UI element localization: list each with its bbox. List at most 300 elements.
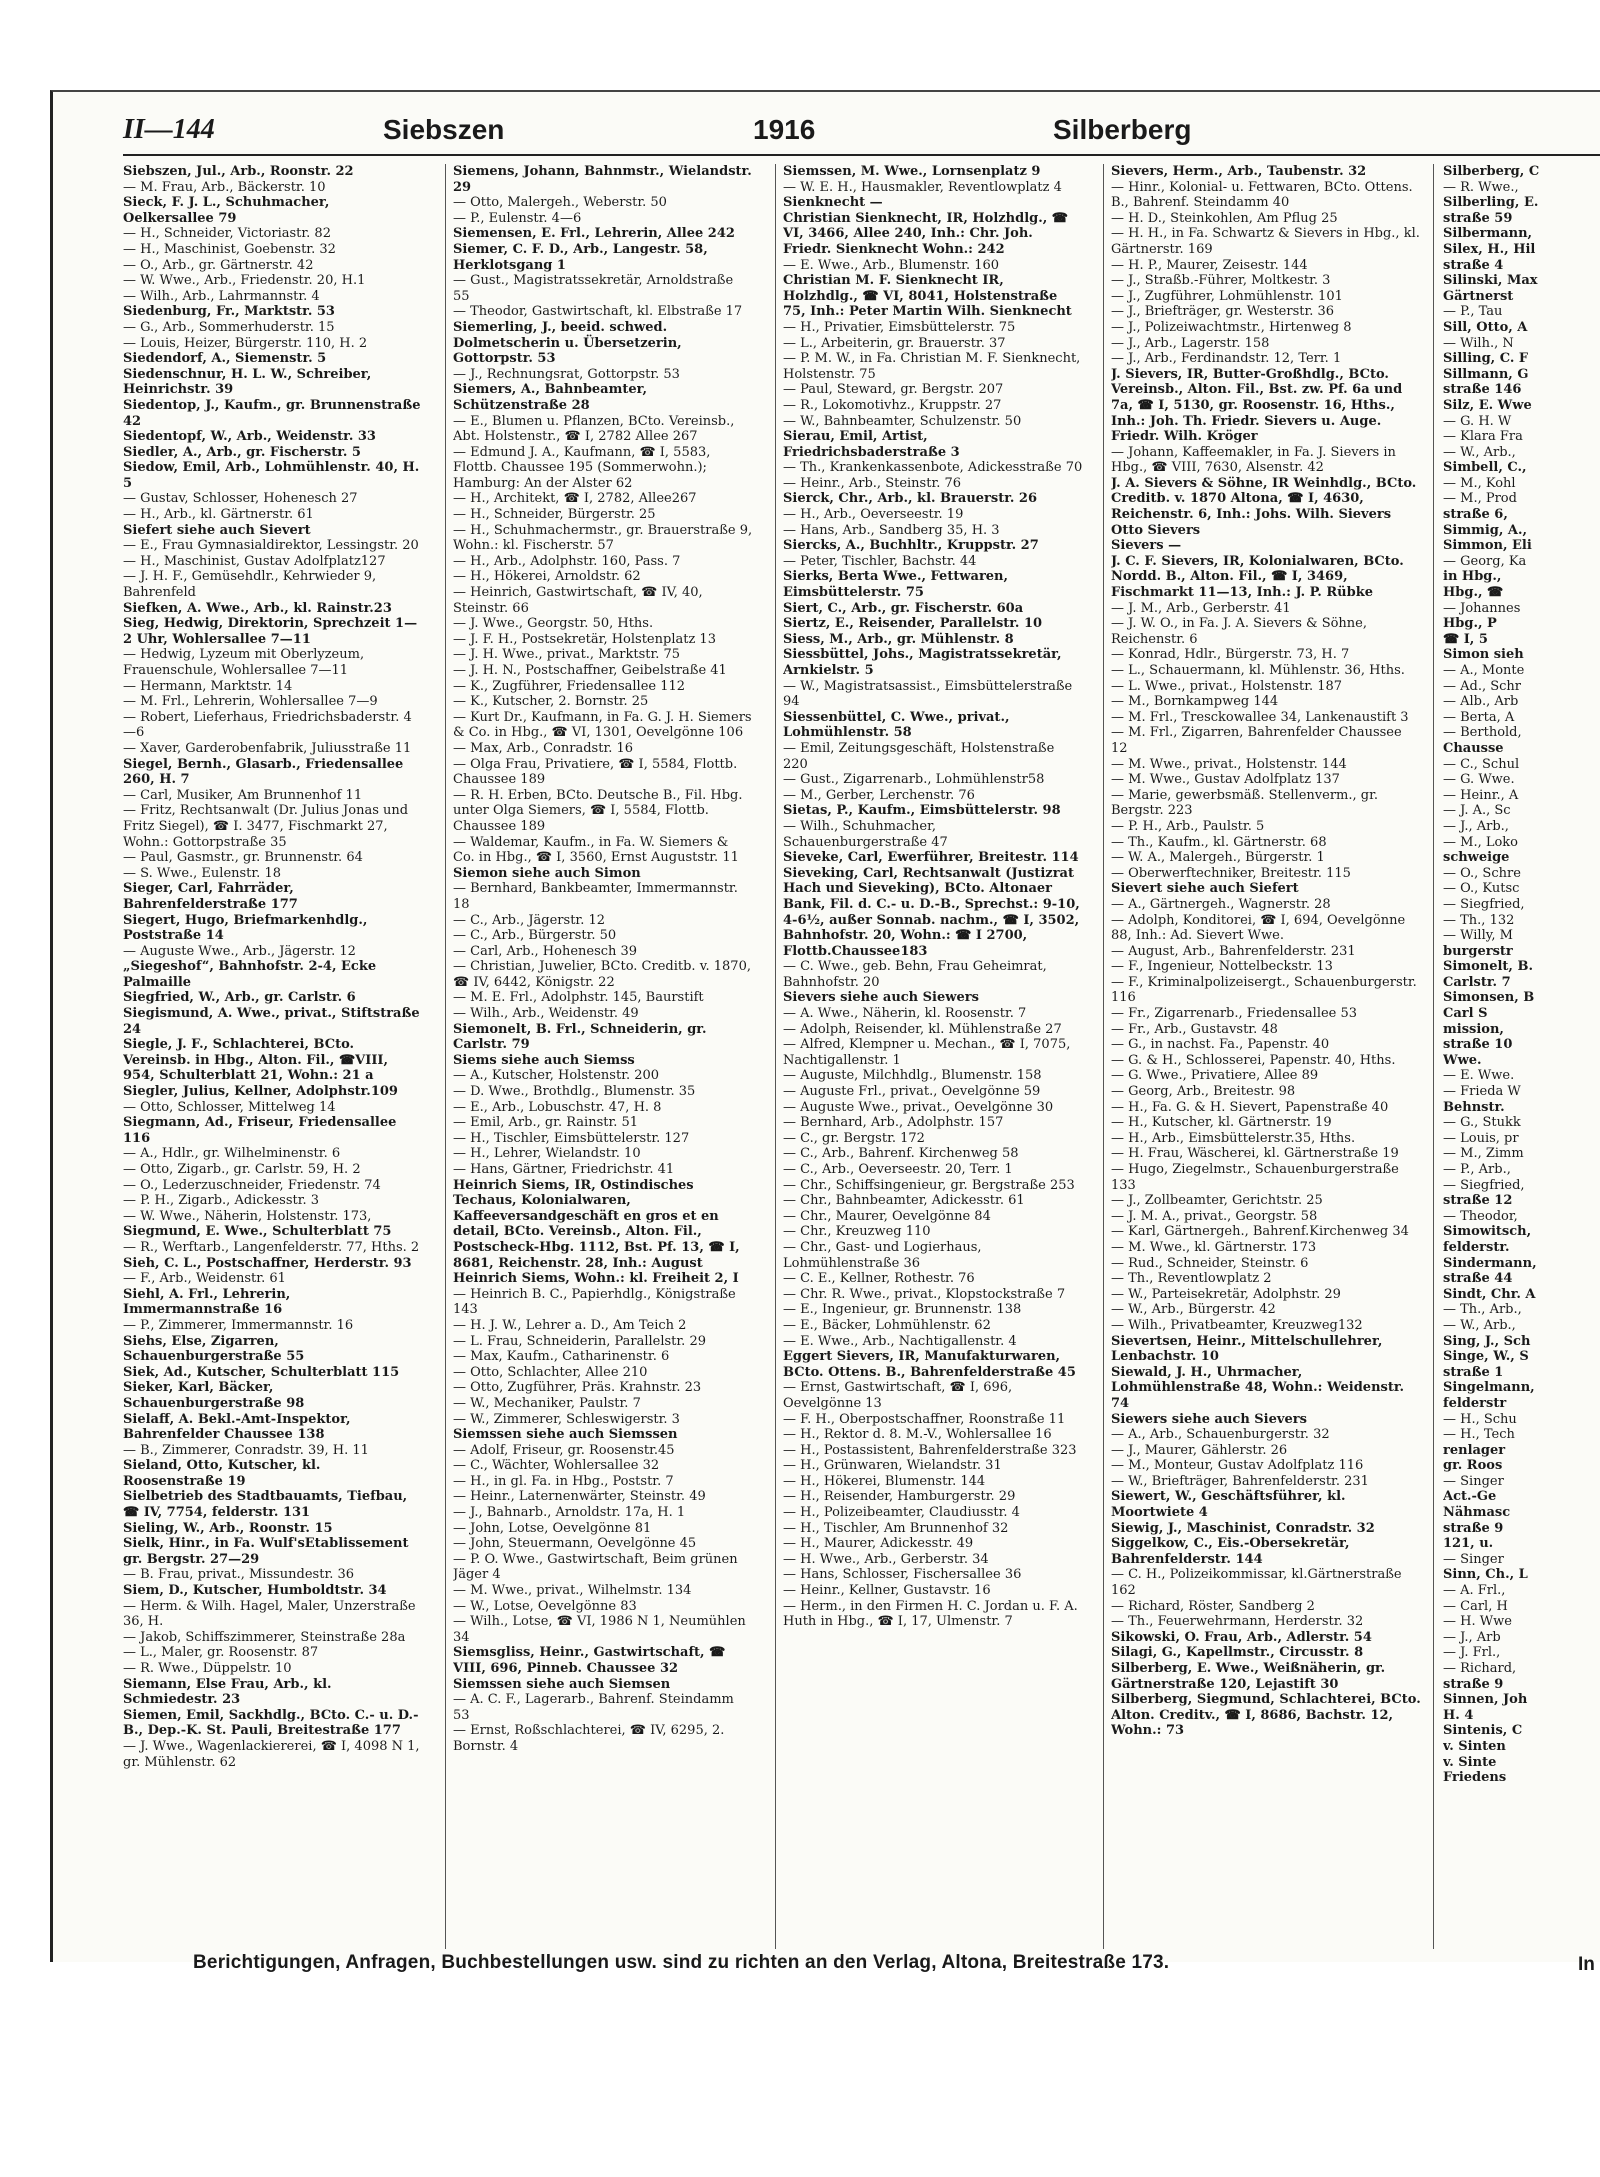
directory-entry: Siedentop, J., Kaufm., gr. Brunnenstraße 42 (123, 397, 421, 429)
directory-entry: Silagi, G., Kapellmstr., Circusstr. 8 (1111, 1645, 1364, 1661)
directory-entry: Siek, Ad., Kutscher, Schulterblatt 115 (123, 1364, 400, 1380)
directory-entry: — Christian, Juwelier, BCto. Creditb. v. 1870, ☎ IV, 6442, Königstr. 22 (453, 959, 751, 990)
directory-entry: Christian M. F. Sienknecht IR, Holzhdlg., ☎ VI, 8041, Holstenstraße 75, Inh.: Peter Martin Wilh. Sienknecht (783, 273, 1072, 320)
directory-entry: — Theodor, (1443, 1208, 1518, 1224)
directory-entry: Carl S (1443, 1006, 1488, 1022)
directory-entry: — Carl, Arb., Hohenesch 39 (453, 943, 638, 959)
directory-entry: — Berta, A (1443, 709, 1515, 725)
directory-entry: „Siegeshof“, Bahnhofstr. 2-4, Ecke Palmaille (123, 959, 377, 990)
header-last-entry: Silberberg (1053, 114, 1192, 145)
directory-entry: Sieland, Otto, Kutscher, kl. Roosenstraße 19 (123, 1458, 321, 1489)
directory-entry: — D. Wwe., Brothdlg., Blumenstr. 35 (453, 1084, 696, 1100)
directory-entry: felderstr (1443, 1395, 1507, 1411)
directory-column-3 (783, 164, 1083, 1949)
directory-entry: — Fritz, Rechtsanwalt (Dr. Julius Jonas und Fritz Siegel), ☎ I. 3477, Fischmarkt 27, Wohn.: Gottorpstraße 35 (123, 803, 409, 850)
directory-entry: — Th., Krankenkassenbote, Adickesstraße 70 (783, 460, 1083, 476)
directory-entry: — Hedwig, Lyzeum mit Oberlyzeum, Frauenschule, Wohlersallee 7—11 (123, 647, 365, 678)
directory-entry: — P. M. W., in Fa. Christian M. F. Sienknecht, Holstenstr. 75 (783, 351, 1081, 382)
directory-entry: Sievers siehe auch Siewers (783, 990, 979, 1006)
directory-entry: — Bernhard, Arb., Adolphstr. 157 (783, 1115, 1004, 1131)
directory-entry: — H., in gl. Fa. in Hbg., Poststr. 7 (453, 1473, 674, 1489)
directory-entry: — J., Zollbeamter, Gerichtstr. 25 (1111, 1193, 1323, 1209)
directory-entry: — O., Kutsc (1443, 881, 1520, 897)
directory-entry: Silinski, Max (1443, 273, 1538, 289)
directory-entry: — Carl, Musiker, Am Brunnenhof 11 (123, 787, 363, 803)
directory-entry: — R. H. Erben, BCto. Deutsche B., Fil. Hbg. unter Olga Siemers, ☎ I, 5584, Flottb. Chaussee 189 (453, 787, 743, 834)
directory-entry: — H. D., Steinkohlen, Am Pflug 25 (1111, 210, 1338, 226)
directory-entry: — Robert, Lieferhaus, Friedrichsbaderstr. 4—6 (123, 709, 412, 741)
directory-entry: — Willy, M (1443, 928, 1513, 944)
directory-entry: — Chr., Schiffsingenieur, gr. Bergstraße 253 (783, 1177, 1075, 1193)
directory-entry: burgerstr (1443, 943, 1513, 959)
directory-entry: — G. Wwe., Privatiere, Allee 89 (1111, 1068, 1319, 1084)
directory-entry: Sindermann, (1443, 1255, 1537, 1271)
directory-entry: Singe, W., S (1443, 1349, 1529, 1365)
directory-entry: — H., Arb., kl. Gärtnerstr. 61 (123, 507, 314, 523)
directory-entry: — J. H. Wwe., privat., Marktstr. 75 (453, 647, 681, 663)
directory-entry: — J. F. H., Postsekretär, Holstenplatz 13 (453, 631, 716, 647)
directory-entry: — F., Ingenieur, Nottelbeckstr. 13 (1111, 959, 1333, 975)
directory-entry: Sielaff, A. Bekl.-Amt-Inspektor, Bahrenfelder Chaussee 138 (123, 1411, 351, 1443)
directory-entry: — W. Wwe., Arb., Friedenstr. 20, H.1 (123, 273, 366, 289)
directory-entry: Simonsen, B (1443, 990, 1535, 1006)
directory-entry: — L., Maler, gr. Roosenstr. 87 (123, 1645, 319, 1661)
directory-entry: Siessenbüttel, C. Wwe., privat., Lohmühlenstr. 58 (783, 709, 1010, 741)
directory-entry: — H., Postassistent, Bahrenfelderstraße 323 (783, 1442, 1077, 1458)
directory-entry: — G., in nachst. Fa., Papenstr. 40 (1111, 1037, 1330, 1053)
directory-entry: — Auguste Wwe., Arb., Jägerstr. 12 (123, 943, 356, 959)
directory-entry: — M., Prod (1443, 491, 1517, 507)
header-rule (123, 154, 1600, 156)
directory-entry: Silberberg, Siegmund, Schlachterei, BCto. Alton. Creditv., ☎ I, 8686, Bachstr. 12, Wohn.: 73 (1111, 1692, 1421, 1739)
directory-entry: Hbg., P (1443, 616, 1497, 632)
directory-entry: — A. Wwe., Näherin, kl. Roosenstr. 7 (783, 1006, 1027, 1022)
directory-entry: — J., Arb., Ferdinandstr. 12, Terr. 1 (1111, 351, 1342, 367)
directory-entry: — Hans, Gärtner, Friedrichstr. 41 (453, 1162, 675, 1177)
directory-entry: Silling, C. F (1443, 351, 1529, 367)
directory-entry: Sieveke, Carl, Ewerführer, Breitestr. 114 (783, 850, 1079, 866)
directory-entry: — O., Arb., gr. Gärtnerstr. 42 (123, 257, 314, 273)
directory-entry: Sieker, Karl, Bäcker, Schauenburgerstraße 98 (123, 1380, 305, 1411)
directory-entry: — H. J. W., Lehrer a. D., Am Teich 2 (453, 1317, 687, 1333)
directory-entry: — Konrad, Hdlr., Bürgerstr. 73, H. 7 (1111, 647, 1350, 663)
directory-entry: Act.-Ge (1443, 1489, 1497, 1505)
directory-entry: Sieling, W., Arb., Roonstr. 15 (123, 1520, 333, 1536)
directory-entry: — L., Schauermann, kl. Mühlenstr. 36, Hths. (1111, 663, 1405, 678)
directory-entry: — Rud., Schneider, Steinstr. 6 (1111, 1255, 1309, 1271)
directory-entry: — H., Arb., Eimsbüttelerstr.35, Hths. (1111, 1130, 1356, 1146)
directory-entry: — J., Zugführer, Lohmühlenstr. 101 (1111, 288, 1343, 304)
directory-entry: Simmig, A., (1443, 522, 1528, 538)
directory-entry: Siems siehe auch Siemss (453, 1052, 635, 1068)
directory-entry: — Ernst, Roßschlachterei, ☎ IV, 6295, 2. Bornstr. 4 (453, 1723, 725, 1754)
directory-entry: — Richard, Röster, Sandberg 2 (1111, 1598, 1315, 1614)
directory-entry: Eggert Sievers, IR, Manufakturwaren, BCto. Ottens. B., Bahrenfelderstraße 45 (783, 1349, 1076, 1380)
directory-entry: Siedler, A., Arb., gr. Fischerstr. 5 (123, 444, 361, 460)
directory-entry: — P., Tau (1443, 304, 1503, 320)
directory-entry: Siemens, Johann, Bahnmstr., Wielandstr. 29 (453, 164, 752, 195)
directory-entry: — Herm. & Wilh. Hagel, Maler, Unzerstraße 36, H. (123, 1598, 416, 1630)
directory-entry: — E., Frau Gymnasialdirektor, Lessingstr. 20 (123, 538, 419, 554)
directory-entry: — Singer (1443, 1551, 1504, 1567)
directory-entry: Siegert, Hugo, Briefmarkenhdlg., Poststraße 14 (123, 912, 368, 944)
directory-entry: — Johannes (1443, 600, 1521, 616)
directory-entry: Siert, C., Arb., gr. Fischerstr. 60a (783, 600, 1024, 616)
directory-entry: — Heinr., Arb., Steinstr. 76 (783, 475, 962, 491)
directory-entry: — Paul, Steward, gr. Bergstr. 207 (783, 382, 1004, 398)
directory-entry: Siedentopf, W., Arb., Weidenstr. 33 (123, 429, 376, 445)
directory-entry: Siemer, C. F. D., Arb., Langestr. 58, Herklotsgang 1 (453, 241, 708, 273)
directory-entry: — Gust., Zigarrenarb., Lohmühlenstr58 (783, 772, 1045, 788)
directory-entry: — John, Lotse, Oevelgönne 81 (453, 1520, 652, 1536)
directory-entry: — G. H. W (1443, 413, 1512, 429)
directory-entry: Silbermann, (1443, 226, 1533, 242)
directory-entry: — Adolph, Konditorei, ☎ I, 694, Oevelgönne 88, Inh.: Ad. Sievert Wwe. (1111, 912, 1406, 944)
directory-entry: Sill, Otto, A (1443, 319, 1528, 335)
directory-entry: — Xaver, Garderobenfabrik, Juliusstraße 11 (123, 740, 412, 756)
directory-entry: — H., Schu (1443, 1411, 1517, 1427)
directory-entry: — H., Maschinist, Goebenstr. 32 (123, 241, 336, 257)
directory-entry: Sievers — (1111, 538, 1182, 554)
directory-entry: — W. A., Malergeh., Bürgerstr. 1 (1111, 850, 1325, 866)
directory-entry: — J. W. O., in Fa. J. A. Sievers & Söhne, Reichenstr. 6 (1111, 616, 1368, 647)
directory-column-2 (453, 164, 753, 1949)
directory-entry: — F., Kriminalpolizeisergt., Schauenburgerstr. 116 (1111, 974, 1417, 1006)
directory-entry: — B. Frau, privat., Missundestr. 36 (123, 1567, 355, 1583)
directory-entry: — Berthold, (1443, 725, 1522, 741)
directory-entry: — H. H., in Fa. Schwartz & Sievers in Hbg., kl. Gärtnerstr. 169 (1111, 226, 1420, 257)
directory-entry: v. Sinte (1443, 1754, 1497, 1770)
directory-entry: Simonelt, B. (1443, 959, 1533, 975)
directory-entry: — W., Mechaniker, Paulstr. 7 (453, 1395, 641, 1411)
directory-entry: — M., Bornkampweg 144 (1111, 694, 1279, 710)
directory-entry: Sielbetrieb des Stadtbauamts, Tiefbau, ☎ IV, 7754, felderstr. 131 (123, 1489, 408, 1521)
directory-entry: — H., Tischler, Am Brunnenhof 32 (783, 1520, 1009, 1536)
directory-entry: — H. Wwe (1443, 1614, 1512, 1630)
directory-entry: — Heinr., Laternenwärter, Steinstr. 49 (453, 1489, 706, 1505)
directory-entry: — M., Zimm (1443, 1146, 1524, 1162)
directory-entry: — Wilh., Lotse, ☎ VI, 1986 N 1, Neumühlen 34 (453, 1614, 746, 1645)
directory-entry: Siess, M., Arb., gr. Mühlenstr. 8 (783, 631, 1014, 647)
directory-entry: — L. Frau, Schneiderin, Parallelstr. 29 (453, 1333, 706, 1349)
directory-entry: — C., Wächter, Wohlersallee 32 (453, 1458, 660, 1474)
directory-entry: Siedendorf, A., Siemenstr. 5 (123, 351, 327, 367)
directory-entry: — M., Loko (1443, 834, 1519, 850)
directory-entry: — Hermann, Marktstr. 14 (123, 678, 293, 694)
directory-entry: Siebszen, Jul., Arb., Roonstr. 22 (123, 164, 354, 179)
directory-entry: — Chr., Kreuzweg 110 (783, 1224, 931, 1240)
directory-entry: — Heinrich, Gastwirtschaft, ☎ IV, 40, Steinstr. 66 (453, 585, 703, 616)
directory-entry: — J., Bahnarb., Arnoldstr. 17a, H. 1 (453, 1505, 686, 1521)
directory-entry: Siewers siehe auch Sievers (1111, 1411, 1307, 1427)
directory-entry: — H. Frau, Wäscherei, kl. Gärtnerstraße 19 (1111, 1146, 1399, 1162)
directory-entry: — H., Arb., Oeverseestr. 19 (783, 507, 964, 523)
directory-entry: straße 146 (1443, 382, 1522, 398)
directory-entry: straße 44 (1443, 1271, 1513, 1287)
directory-entry: felderstr. (1443, 1239, 1510, 1255)
directory-entry: — J. A., Sc (1443, 803, 1511, 819)
directory-entry: Heinrich Siems, IR, Ostindisches Techaus, Kolonialwaren, Kaffeeversandgeschäft en gros et en detail, BCto. Vereinsb., Alton. Fil., Postscheck-Hbg. 1112, Bst. Pf. 13, ☎ I, 8681, Reichenstr. 28, Inh.: August Heinrich Siems, Wohn.: kl. Freiheit 2, I (453, 1177, 740, 1287)
directory-entry: Sing, J., Sch (1443, 1333, 1531, 1349)
directory-entry: Christian Sienknecht, IR, Holzhdlg., ☎ VI, 3466, Allee 240, Inh.: Chr. Joh. Friedr. Sienknecht Wohn.: 242 (783, 210, 1069, 257)
column-divider (445, 164, 446, 1949)
directory-entry: Sieck, F. J. L., Schuhmacher, Oelkersallee 79 (123, 195, 330, 226)
directory-entry: — H., Fa. G. & H. Sievert, Papenstraße 40 (1111, 1099, 1389, 1115)
directory-entry: Siemonelt, B. Frl., Schneiderin, gr. Carlstr. 79 (453, 1021, 707, 1053)
directory-entry: Sielk, Hinr., in Fa. Wulf'sEtablissement gr. Bergstr. 27—29 (123, 1536, 409, 1567)
directory-entry: — Wilh., Arb., Lahrmannstr. 4 (123, 288, 320, 304)
directory-entry: — J. Wwe., Georgstr. 50, Hths. (453, 616, 654, 632)
directory-entry: Siemssen siehe auch Siemsen (453, 1676, 671, 1692)
directory-entry: — W., Bahnbeamter, Schulzenstr. 50 (783, 413, 1022, 429)
directory-entry: — C., Arb., Bahrenf. Kirchenweg 58 (783, 1146, 1019, 1162)
directory-entry: straße 59 (1443, 210, 1513, 226)
directory-entry: Sievertsen, Heinr., Mittelschullehrer, Lenbachstr. 10 (1111, 1333, 1383, 1365)
directory-entry: — H., Architekt, ☎ I, 2782, Allee267 (453, 491, 697, 507)
directory-entry: straße 9 (1443, 1676, 1504, 1692)
directory-entry: — M. Frau, Arb., Bäckerstr. 10 (123, 179, 326, 195)
directory-entry: Sievert siehe auch Siefert (1111, 881, 1299, 897)
directory-entry: — C., Schul (1443, 756, 1520, 772)
directory-entry: — B., Zimmerer, Conradstr. 39, H. 11 (123, 1442, 369, 1458)
directory-entry: — Alb., Arb (1443, 694, 1519, 710)
directory-entry: — Otto, Zugführer, Präs. Krahnstr. 23 (453, 1380, 702, 1396)
directory-entry: — H., Maurer, Adickesstr. 49 (783, 1536, 974, 1552)
directory-entry: — R., Werftarb., Langenfelderstr. 77, Hths. 2 (123, 1239, 420, 1255)
column-divider (775, 164, 776, 1949)
directory-entry: Siemen, Emil, Sackhdlg., BCto. C.- u. D.-B., Dep.-K. St. Pauli, Breitestraße 177 (123, 1707, 419, 1739)
directory-entry: — Wilh., Schuhmacher, Schauenburgerstraße 47 (783, 818, 948, 850)
directory-entry: Sieh, C. L., Postschaffner, Herderstr. 93 (123, 1255, 412, 1271)
directory-entry: — J., Briefträger, gr. Westerstr. 36 (1111, 304, 1335, 320)
directory-entry: — C., Arb., Jägerstr. 12 (453, 912, 606, 928)
directory-entry: — Carl, H (1443, 1598, 1508, 1614)
directory-entry: — W. Wwe., Näherin, Holstenstr. 173, (123, 1208, 372, 1224)
directory-entry: — J., Straßb.-Führer, Moltkestr. 3 (1111, 273, 1331, 289)
directory-entry: — Heinr., Kellner, Gustavstr. 16 (783, 1583, 991, 1599)
directory-entry: — E. Wwe. (1443, 1068, 1515, 1084)
directory-entry: — E., Blumen u. Pflanzen, BCto. Vereinsb., Abt. Holstenstr., ☎ I, 2782 Allee 267 (453, 413, 735, 445)
directory-entry: Siegle, J. F., Schlachterei, BCto. Vereinsb. in Hbg., Alton. Fil., ☎VIII, 954, Schulterblatt 21, Wohn.: 21 a (123, 1037, 389, 1084)
directory-entry: — H., Polizeibeamter, Claudiusstr. 4 (783, 1505, 1020, 1521)
header-first-entry: Siebszen (383, 114, 505, 145)
directory-column-1 (123, 164, 423, 1949)
directory-entry: — Auguste Wwe., privat., Oevelgönne 30 (783, 1099, 1054, 1115)
directory-entry: straße 10 (1443, 1037, 1513, 1053)
directory-entry: — Wilh., Arb., Weidenstr. 49 (453, 1006, 639, 1022)
directory-entry: Singelmann, (1443, 1380, 1535, 1396)
directory-entry: Siegfried, W., Arb., gr. Carlstr. 6 (123, 990, 356, 1006)
directory-entry: — Gustav, Schlosser, Hohenesch 27 (123, 491, 358, 507)
directory-entry: Behnstr. (1443, 1099, 1505, 1115)
directory-entry: — Wilh., N (1443, 335, 1514, 351)
directory-entry: Sierck, Chr., Arb., kl. Brauerstr. 26 (783, 491, 1038, 507)
directory-entry: 121, u. (1443, 1536, 1494, 1552)
directory-entry: Siessbüttel, Johs., Magistratssekretär, Arnkielstr. 5 (783, 647, 1062, 678)
directory-entry: — R. Wwe., (1443, 179, 1519, 195)
directory-entry: straße 4 (1443, 257, 1504, 273)
directory-entry: — Otto, Schlachter, Allee 210 (453, 1364, 648, 1380)
directory-entry: — J., Arb., Lagerstr. 158 (1111, 335, 1270, 351)
directory-entry: — G., Stukk (1443, 1115, 1521, 1131)
directory-entry: — K., Kutscher, 2. Bornstr. 25 (453, 694, 649, 710)
directory-entry: — Emil, Arb., gr. Rainstr. 51 (453, 1115, 639, 1131)
directory-entry: Carlstr. 7 (1443, 974, 1511, 990)
directory-entry: gr. Roos (1443, 1458, 1503, 1474)
directory-entry: Siemssen, M. Wwe., Lornsenplatz 9 (783, 164, 1041, 179)
directory-entry: — Singer (1443, 1473, 1504, 1489)
directory-entry: — Max, Kaufm., Catharinenstr. 6 (453, 1349, 670, 1365)
directory-entry: Simowitsch, (1443, 1224, 1532, 1240)
directory-entry: — M. Frl., Tresckowallee 34, Lankenaustift 3 (1111, 709, 1409, 725)
directory-entry: — W., Arb., (1443, 1317, 1516, 1333)
directory-entry: — M. Frl., Lehrerin, Wohlersallee 7—9 (123, 694, 378, 710)
directory-entry: — W., Lotse, Oevelgönne 83 (453, 1598, 637, 1614)
directory-entry: Sikowski, O. Frau, Arb., Adlerstr. 54 (1111, 1629, 1372, 1645)
directory-entry: — Louis, Heizer, Bürgerstr. 110, H. 2 (123, 335, 368, 351)
directory-entry: — W. E. H., Hausmakler, Reventlowplatz 4 (783, 179, 1062, 195)
directory-entry: — C. Wwe., geb. Behn, Frau Geheimrat, Bahnhofstr. 20 (783, 959, 1047, 990)
directory-entry: — Edmund J. A., Kaufmann, ☎ I, 5583, Flottb. Chaussee 195 (Sommerwohn.); Hamburg: An der Alster 62 (453, 444, 711, 491)
directory-entry: — M. Wwe., privat., Wilhelmstr. 134 (453, 1583, 692, 1599)
directory-entry: — P., Eulenstr. 4—6 (453, 210, 582, 226)
directory-entry: — Hugo, Ziegelmstr., Schauenburgerstraße 133 (1111, 1162, 1399, 1193)
directory-entry: — Oberwerftechniker, Breitestr. 115 (1111, 865, 1351, 881)
directory-entry: — M., Kohl (1443, 475, 1516, 491)
directory-entry: — H., Arb., Adolphstr. 160, Pass. 7 (453, 553, 681, 569)
directory-entry: — J., Arb (1443, 1629, 1501, 1645)
directory-entry: — Ad., Schr (1443, 678, 1522, 694)
directory-entry: — E. Wwe., Arb., Blumenstr. 160 (783, 257, 1000, 273)
directory-entry: — P., Zimmerer, Immermannstr. 16 (123, 1317, 354, 1333)
directory-entry: — Louis, pr (1443, 1130, 1519, 1146)
directory-entry: — H., Hökerei, Blumenstr. 144 (783, 1473, 986, 1489)
directory-entry: Siemerling, J., beeid. schwed. Dolmetscherin u. Übersetzerin, Gottorpstr. 53 (453, 319, 682, 367)
footer-fragment: In (1578, 1954, 1595, 1975)
directory-entry: — Th., Kaufm., kl. Gärtnerstr. 68 (1111, 834, 1327, 850)
directory-entry: — Heinrich B. C., Papierhdlg., Königstraße 143 (453, 1286, 736, 1318)
directory-entry: — O., Schre (1443, 865, 1521, 881)
directory-entry: — C. H., Polizeikommissar, kl.Gärtnerstraße 162 (1111, 1567, 1402, 1599)
directory-entry: — O., Lederzuschneider, Friedenstr. 74 (123, 1177, 381, 1193)
directory-entry: straße 1 (1443, 1364, 1504, 1380)
directory-entry: — J. Frl., (1443, 1645, 1501, 1661)
directory-entry: straße 12 (1443, 1193, 1513, 1209)
directory-entry: — Fr., Zigarrenarb., Friedensallee 53 (1111, 1006, 1358, 1022)
directory-entry: Sieger, Carl, Fahrräder, Bahrenfelderstraße 177 (123, 881, 298, 912)
directory-entry: — Klara Fra (1443, 429, 1523, 445)
directory-entry: Sinnen, Joh (1443, 1692, 1528, 1708)
directory-entry: straße 6, (1443, 507, 1508, 523)
directory-entry: — R., Lokomotivhz., Kruppstr. 27 (783, 397, 1002, 413)
directory-entry: Siegismund, A. Wwe., privat., Stiftstraße 24 (123, 1006, 420, 1037)
directory-entry: — M. Wwe., Gustav Adolfplatz 137 (1111, 772, 1340, 788)
directory-entry: — Chr., Bahnbeamter, Adickesstr. 61 (783, 1193, 1025, 1209)
directory-entry: — F., Arb., Weidenstr. 61 (123, 1271, 286, 1287)
directory-entry: — Gust., Magistratssekretär, Arnoldstraße 55 (453, 273, 734, 304)
directory-entry: — A. C. F., Lagerarb., Bahrenf. Steindamm 53 (453, 1692, 734, 1723)
directory-entry: Siegmund, E. Wwe., Schulterblatt 75 (123, 1224, 392, 1240)
directory-entry: Sienknecht — (783, 195, 883, 211)
directory-entry: Sietas, P., Kaufm., Eimsbüttelerstr. 98 (783, 803, 1061, 819)
directory-entry: J. C. F. Sievers, IR, Kolonialwaren, BCto. Nordd. B., Alton. Fil., ☎ I, 3469, Fischmarkt 11—13, Inh.: J. P. Rübke (1111, 553, 1404, 601)
directory-entry: Simon sieh (1443, 647, 1524, 663)
directory-entry: — W., Arb., (1443, 444, 1516, 460)
directory-entry: J. Sievers, IR, Butter-Großhdlg., BCto. Vereinsb., Alton. Fil., Bst. zw. Pf. 6a und 7a, ☎ I, 5130, gr. Roosenstr. 16, Hths., Inh.: Joh. Th. Friedr. Sievers u. Auge. Friedr. Wilh. Kröger (1111, 366, 1403, 445)
directory-entry: — Heinr., A (1443, 787, 1519, 803)
directory-entry: — Ernst, Gastwirtschaft, ☎ I, 696, Oevelgönne 13 (783, 1380, 1013, 1411)
directory-entry: — Adolph, Reisender, kl. Mühlenstraße 27 (783, 1021, 1062, 1037)
directory-entry: — H., Reisender, Hamburgerstr. 29 (783, 1489, 1016, 1505)
directory-entry: Siehs, Else, Zigarren, Schauenburgerstraße 55 (123, 1333, 305, 1365)
directory-entry: — Otto, Zigarb., gr. Carlstr. 59, H. 2 (123, 1162, 361, 1177)
directory-entry: — J., Rechnungsrat, Gottorpstr. 53 (453, 366, 680, 382)
directory-entry: — R. Wwe., Düppelstr. 10 (123, 1661, 292, 1676)
directory-entry: Siemsgliss, Heinr., Gastwirtschaft, ☎ VIII, 696, Pinneb. Chaussee 32 (453, 1645, 726, 1676)
directory-entry: Siemssen siehe auch Siemssen (453, 1427, 678, 1443)
directory-entry: Sillmann, G (1443, 366, 1529, 382)
directory-entry: — Hinr., Kolonial- u. Fettwaren, BCto. Ottens. B., Bahrenf. Steindamm 40 (1111, 179, 1413, 211)
directory-entry: — Otto, Malergeh., Weberstr. 50 (453, 195, 667, 211)
directory-entry: — Theodor, Gastwirtschaft, kl. Elbstraße 17 (453, 304, 743, 320)
directory-entry: — W., Zimmerer, Schleswigerstr. 3 (453, 1411, 680, 1427)
directory-entry: — Peter, Tischler, Bachstr. 44 (783, 553, 977, 569)
directory-entry: Siedenburg, Fr., Marktstr. 53 (123, 304, 335, 320)
directory-entry: — H., Schneider, Victoriastr. 82 (123, 226, 331, 242)
directory-entry: — H., Lehrer, Wielandstr. 10 (453, 1146, 641, 1162)
directory-entry: straße 9 (1443, 1520, 1504, 1536)
directory-entry: Silberberg, C (1443, 164, 1540, 179)
directory-entry: — H., Tech (1443, 1427, 1515, 1443)
directory-entry: Siefken, A. Wwe., Arb., kl. Rainstr.23 (123, 600, 392, 616)
directory-entry: — Alfred, Klempner u. Mechan., ☎ I, 7075, Nachtigallenstr. 1 (783, 1037, 1071, 1068)
directory-entry: Wwe. (1443, 1052, 1482, 1068)
column-divider (1103, 164, 1104, 1949)
directory-entry: — Olga Frau, Privatiere, ☎ I, 5584, Flottb. Chaussee 189 (453, 756, 738, 788)
directory-entry: — Fr., Arb., Gustavstr. 48 (1111, 1021, 1278, 1037)
directory-entry: H. 4 (1443, 1707, 1474, 1723)
directory-entry: — Hans, Schlosser, Fischersallee 36 (783, 1567, 1022, 1583)
directory-entry: Siemann, Else Frau, Arb., kl. Schmiedestr. 23 (123, 1676, 332, 1708)
directory-entry: — G. & H., Schlosserei, Papenstr. 40, Hths. (1111, 1052, 1396, 1068)
directory-entry: Siegler, Julius, Kellner, Adolphstr.109 (123, 1084, 398, 1100)
directory-entry: — Chr. R. Wwe., privat., Klopstockstraße 7 (783, 1286, 1066, 1302)
directory-entry: — Auguste, Milchhdlg., Blumenstr. 158 (783, 1068, 1042, 1084)
directory-entry: Siertz, E., Reisender, Parallelstr. 10 (783, 616, 1043, 632)
directory-entry: Gärtnerst (1443, 288, 1514, 304)
directory-entry: — A., Gärtnergeh., Wagnerstr. 28 (1111, 896, 1331, 912)
directory-entry: — H., Hökerei, Arnoldstr. 62 (453, 569, 641, 585)
directory-entry: — P. H., Arb., Paulstr. 5 (1111, 818, 1265, 834)
page-number: II—144 (123, 114, 215, 145)
directory-entry: — H., Maschinist, Gustav Adolfplatz127 (123, 553, 386, 569)
directory-entry: — Chr., Gast- und Logierhaus, Lohmühlenstraße 36 (783, 1239, 982, 1271)
directory-entry: — Th., 132 (1443, 912, 1515, 928)
directory-entry: Siemers, A., Bahnbeamter, Schützenstraße 28 (453, 382, 648, 413)
directory-entry: — August, Arb., Bahrenfelderstr. 231 (1111, 943, 1356, 959)
directory-entry: — Marie, gewerbsmäß. Stellenverm., gr. Bergstr. 223 (1111, 787, 1379, 819)
directory-entry: — Herm., in den Firmen H. C. Jordan u. F. A. Huth in Hbg., ☎ I, 17, Ulmenstr. 7 (783, 1598, 1078, 1630)
directory-entry: — H., Kutscher, kl. Gärtnerstr. 19 (1111, 1115, 1332, 1131)
directory-entry: — J. Wwe., Wagenlackiererei, ☎ I, 4098 N 1, gr. Mühlenstr. 62 (123, 1738, 420, 1770)
directory-entry: v. Sinten (1443, 1738, 1506, 1754)
directory-entry: — G. Wwe. (1443, 772, 1515, 788)
directory-entry: — Siegfried, (1443, 1177, 1525, 1193)
directory-entry: — J. M. A., privat., Georgstr. 58 (1111, 1208, 1318, 1224)
directory-entry: — Auguste Frl., privat., Oevelgönne 59 (783, 1084, 1041, 1100)
directory-entry: — E., Bäcker, Lohmühlenstr. 62 (783, 1317, 991, 1333)
directory-entry: — Th., Arb., (1443, 1302, 1522, 1318)
